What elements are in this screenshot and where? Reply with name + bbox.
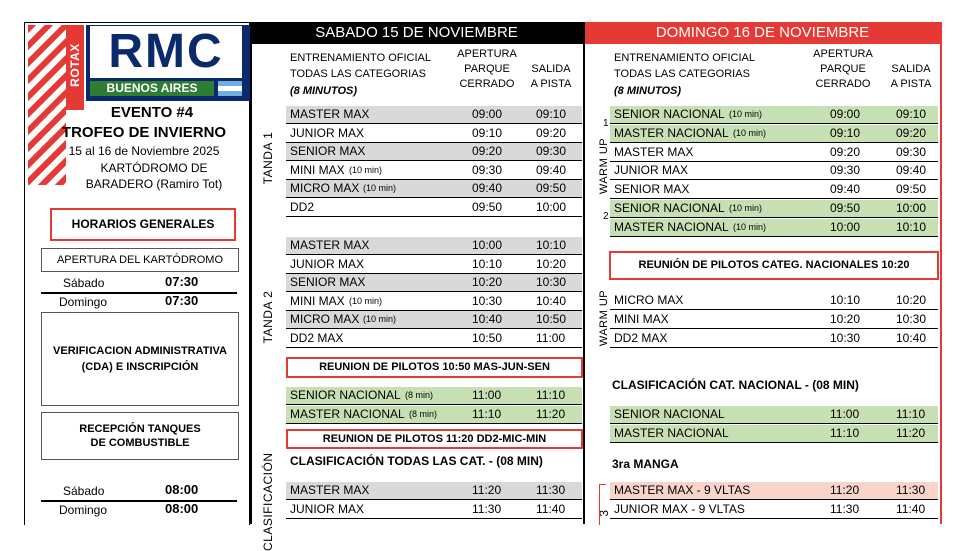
- schedule-row: [610, 482, 938, 500]
- duration-note: (8 min): [405, 390, 434, 400]
- schedule-row: [610, 144, 938, 162]
- sun-col-opening: APERTURA PARQUE CERRADO: [813, 48, 873, 90]
- schedule-row: [286, 199, 582, 217]
- schedule-row: [286, 387, 582, 405]
- tanks-sun-time: 08:00: [165, 501, 199, 516]
- category-name: JUNIOR MAX: [290, 501, 365, 516]
- category-name: DD2: [290, 200, 315, 214]
- start-time: 10:10: [896, 219, 927, 234]
- start-time: 09:30: [536, 144, 567, 159]
- category-name: JUNIOR MAX: [290, 256, 365, 271]
- opening-time: 10:30: [472, 293, 503, 308]
- sun-manga-title: 3ra MANGA: [612, 457, 679, 471]
- start-time: 10:40: [896, 330, 927, 345]
- schedule-row: [286, 482, 582, 500]
- opening-sat-label: Sábado: [63, 276, 105, 290]
- schedule-row: [286, 293, 582, 311]
- event-number: EVENTO #4: [110, 104, 194, 121]
- start-time: 10:30: [896, 311, 927, 326]
- track-opening-box: APERTURA DEL KARTÓDROMO: [41, 248, 239, 272]
- warmup-2-label: WARM UP: [598, 289, 610, 347]
- schedule-row: [610, 330, 938, 348]
- saturday-title: SABADO 15 DE NOVIEMBRE: [250, 22, 583, 44]
- duration-note: (8 min): [409, 408, 438, 419]
- duration-note: (10 min): [733, 221, 767, 232]
- warmup-1-number: 1: [603, 118, 609, 129]
- start-time: 11:20: [536, 406, 566, 421]
- saturday-left-rule: [250, 44, 252, 524]
- sat-col-opening: APERTURA PARQUE CERRADO: [457, 48, 517, 90]
- opening-time: 09:10: [472, 125, 503, 140]
- category-name: JUNIOR MAX - 9 VLTAS: [614, 501, 745, 516]
- schedule-row: [286, 125, 582, 143]
- start-time: 11:10: [536, 388, 566, 402]
- start-time: 09:20: [536, 125, 567, 140]
- duration-note: (10 min): [363, 183, 397, 194]
- opening-time: 09:00: [830, 107, 861, 121]
- logo-side-text: ROTAX: [66, 25, 84, 110]
- event-title: TROFEO DE INVIERNO: [61, 124, 227, 141]
- sun-header-3: (8 MINUTOS): [614, 85, 682, 97]
- schedule-row: [610, 106, 938, 124]
- schedule-row: [286, 106, 582, 124]
- sunday-right-rule: [940, 22, 942, 524]
- start-time: 10:20: [536, 256, 567, 271]
- schedule-row: [286, 143, 582, 161]
- tanda-1-label: TANDA 1: [261, 131, 275, 185]
- opening-sun-label: Domingo: [59, 295, 108, 309]
- category-name: SENIOR NACIONAL: [290, 388, 401, 402]
- opening-time: 11:30: [830, 501, 860, 516]
- schedule-row: [610, 501, 938, 519]
- opening-time: 09:30: [472, 162, 503, 177]
- category-name: MASTER MAX: [290, 107, 370, 121]
- start-time: 10:10: [536, 238, 567, 252]
- fuel-tanks-line-1: RECEPCIÓN TANQUES: [79, 423, 201, 435]
- opening-time: 09:40: [472, 181, 503, 196]
- fuel-tanks-box: [41, 412, 239, 460]
- verification-box: [41, 312, 239, 406]
- opening-time: 10:00: [472, 238, 503, 252]
- schedule-row: [610, 181, 938, 199]
- manga-side-number: 3: [597, 509, 611, 517]
- start-time: 11:30: [536, 483, 566, 497]
- opening-time: 10:30: [830, 330, 861, 345]
- start-time: 10:50: [536, 312, 567, 327]
- opening-time: 10:00: [830, 219, 861, 234]
- logo: [28, 25, 248, 110]
- schedule-row: [610, 311, 938, 329]
- schedule-row: [610, 125, 938, 143]
- category-name: DD2 MAX: [614, 330, 668, 345]
- category-name: JUNIOR MAX: [614, 163, 689, 178]
- schedule-row: [286, 237, 582, 255]
- verification-line-2: (CDA) E INSCRIPCIÓN: [81, 361, 199, 373]
- start-time: 11:00: [536, 331, 566, 345]
- warmup-2-number: 2: [603, 211, 609, 222]
- start-time: 11:30: [896, 483, 926, 497]
- duration-note: (10 min): [363, 314, 397, 325]
- start-time: 09:40: [536, 162, 567, 177]
- start-time: 09:50: [896, 182, 927, 197]
- opening-time: 10:10: [830, 293, 861, 307]
- opening-time: 10:40: [472, 312, 503, 327]
- sat-header-1: ENTRENAMIENTO OFICIAL: [290, 52, 431, 64]
- sat-header-2: TODAS LAS CATEGORIAS: [290, 68, 426, 80]
- event-dates: 15 al 16 de Noviembre 2025: [68, 144, 220, 158]
- manga-side-bracket: [599, 484, 606, 525]
- category-name: SENIOR MAX: [290, 144, 366, 159]
- track-line-1: KARTÓDROMO DE: [100, 161, 208, 175]
- category-name: MICRO MAX: [290, 181, 360, 196]
- start-time: 11:40: [896, 501, 926, 516]
- verification-line-1: VERIFICACION ADMINISTRATIVA: [53, 345, 227, 357]
- opening-time: 09:20: [472, 144, 503, 159]
- category-name: MASTER NACIONAL: [614, 219, 729, 234]
- category-name: SENIOR NACIONAL: [614, 107, 725, 121]
- category-name: MASTER MAX: [290, 238, 370, 252]
- tanda-2-label: TANDA 2: [261, 290, 275, 344]
- opening-time: 09:40: [830, 182, 861, 197]
- start-time: 10:00: [896, 201, 927, 215]
- start-time: 09:20: [896, 125, 927, 140]
- logo-city: BUENOS AIRES: [90, 81, 214, 96]
- start-time: 09:10: [536, 107, 567, 121]
- duration-note: (10 min): [733, 127, 767, 138]
- argentina-flag-icon: [218, 81, 242, 96]
- saturday-divider: [583, 22, 585, 524]
- opening-sun-time: 07:30: [165, 293, 199, 308]
- category-name: DD2 MAX: [290, 331, 344, 345]
- opening-time: 11:10: [472, 406, 502, 421]
- opening-sat-time: 07:30: [165, 274, 199, 289]
- start-time: 10:40: [536, 293, 567, 308]
- category-name: MINI MAX: [290, 293, 345, 308]
- opening-time: 11:10: [830, 425, 860, 440]
- duration-note: (10 min): [729, 109, 763, 119]
- start-time: 10:30: [536, 275, 567, 290]
- divider: [41, 292, 237, 294]
- category-name: MINI MAX: [290, 162, 345, 177]
- schedule-row: [286, 274, 582, 292]
- sun-col-start: SALIDA A PISTA: [890, 63, 932, 90]
- sat-classification-title: CLASIFICACIÓN TODAS LAS CAT. - (08 MIN): [290, 454, 543, 468]
- opening-time: 09:10: [830, 125, 861, 140]
- opening-time: 09:20: [830, 144, 861, 159]
- start-time: 11:10: [896, 407, 926, 421]
- duration-note: (10 min): [349, 164, 383, 175]
- category-name: MASTER NACIONAL: [290, 406, 405, 421]
- sat-col-start: SALIDA A PISTA: [530, 63, 572, 90]
- category-name: JUNIOR MAX: [290, 125, 365, 140]
- start-time: 11:40: [536, 501, 566, 516]
- schedule-row: [286, 501, 582, 519]
- opening-time: 10:20: [830, 311, 861, 326]
- category-name: MASTER MAX: [290, 483, 370, 497]
- schedule-row: [610, 406, 938, 424]
- opening-time: 10:20: [472, 275, 503, 290]
- duration-note: (10 min): [349, 295, 383, 306]
- tanks-sun-label: Domingo: [59, 503, 108, 517]
- schedule-row: [286, 180, 582, 198]
- start-time: 09:30: [896, 144, 927, 159]
- category-name: MICRO MAX: [290, 312, 360, 327]
- sat-header-3: (8 MINUTOS): [290, 85, 358, 97]
- schedule-row: [286, 330, 582, 348]
- category-name: SENIOR NACIONAL: [614, 407, 725, 421]
- category-name: MASTER MAX - 9 VLTAS: [614, 483, 751, 497]
- opening-time: 11:30: [472, 501, 502, 516]
- opening-time: 11:20: [472, 483, 502, 497]
- sun-classification-title: CLASIFICACIÓN CAT. NACIONAL - (08 MIN): [612, 378, 859, 392]
- category-name: SENIOR NACIONAL: [614, 201, 725, 215]
- sat-drivers-meeting-2: REUNION DE PILOTOS 11:20 DD2-MIC-MIN: [286, 429, 583, 449]
- start-time: 09:50: [536, 181, 567, 196]
- opening-time: 10:10: [472, 256, 503, 271]
- category-name: SENIOR MAX: [290, 275, 366, 290]
- start-time: 09:40: [896, 163, 927, 178]
- tanks-sat-label: Sábado: [63, 484, 105, 498]
- opening-time: 11:20: [830, 483, 860, 497]
- track-line-2: BARADERO (Ramiro Tot): [85, 177, 223, 191]
- logo-brand: RMC: [90, 26, 242, 78]
- schedule-row: [286, 311, 582, 329]
- start-time: 10:00: [536, 200, 567, 214]
- sunday-title: DOMINGO 16 DE NOVIEMBRE: [585, 22, 940, 44]
- schedule-row: [610, 425, 938, 443]
- warmup-1-label: WARM UP: [598, 137, 610, 195]
- divider: [41, 500, 237, 502]
- category-name: MINI MAX: [614, 311, 669, 326]
- opening-time: 11:00: [830, 407, 860, 421]
- opening-time: 09:30: [830, 163, 861, 178]
- schedule-row: [610, 292, 938, 310]
- sun-header-1: ENTRENAMIENTO OFICIAL: [614, 52, 755, 64]
- start-time: 10:20: [896, 293, 927, 307]
- schedule-row: [610, 219, 938, 237]
- schedule-row: [610, 162, 938, 180]
- category-name: SENIOR MAX: [614, 182, 690, 197]
- opening-time: 11:00: [472, 388, 502, 402]
- category-name: MICRO MAX: [614, 293, 684, 307]
- opening-time: 09:50: [472, 200, 503, 214]
- category-name: MASTER NACIONAL: [614, 425, 729, 440]
- general-schedule-heading: HORARIOS GENERALES: [50, 208, 236, 241]
- opening-time: 09:00: [472, 107, 503, 121]
- schedule-row: [610, 200, 938, 218]
- sat-drivers-meeting-1: REUNION DE PILOTOS 10:50 MAS-JUN-SEN: [286, 357, 583, 378]
- schedule-row: [286, 162, 582, 180]
- start-time: 09:10: [896, 107, 927, 121]
- category-name: MASTER MAX: [614, 144, 694, 159]
- tanks-sat-time: 08:00: [165, 482, 199, 497]
- start-time: 11:20: [896, 425, 926, 440]
- duration-note: (10 min): [729, 203, 763, 213]
- sun-header-2: TODAS LAS CATEGORIAS: [614, 68, 750, 80]
- fuel-tanks-line-2: DE COMBUSTIBLE: [90, 437, 190, 449]
- schedule-row: [286, 256, 582, 274]
- opening-time: 10:50: [472, 331, 503, 345]
- classification-side-label: CLASIFICACIÓN: [261, 452, 275, 551]
- schedule-row: [286, 406, 582, 424]
- sun-drivers-meeting: REUNIÓN DE PILOTOS CATEG. NACIONALES 10:20: [609, 251, 939, 280]
- opening-time: 09:50: [830, 201, 861, 215]
- category-name: MASTER NACIONAL: [614, 125, 729, 140]
